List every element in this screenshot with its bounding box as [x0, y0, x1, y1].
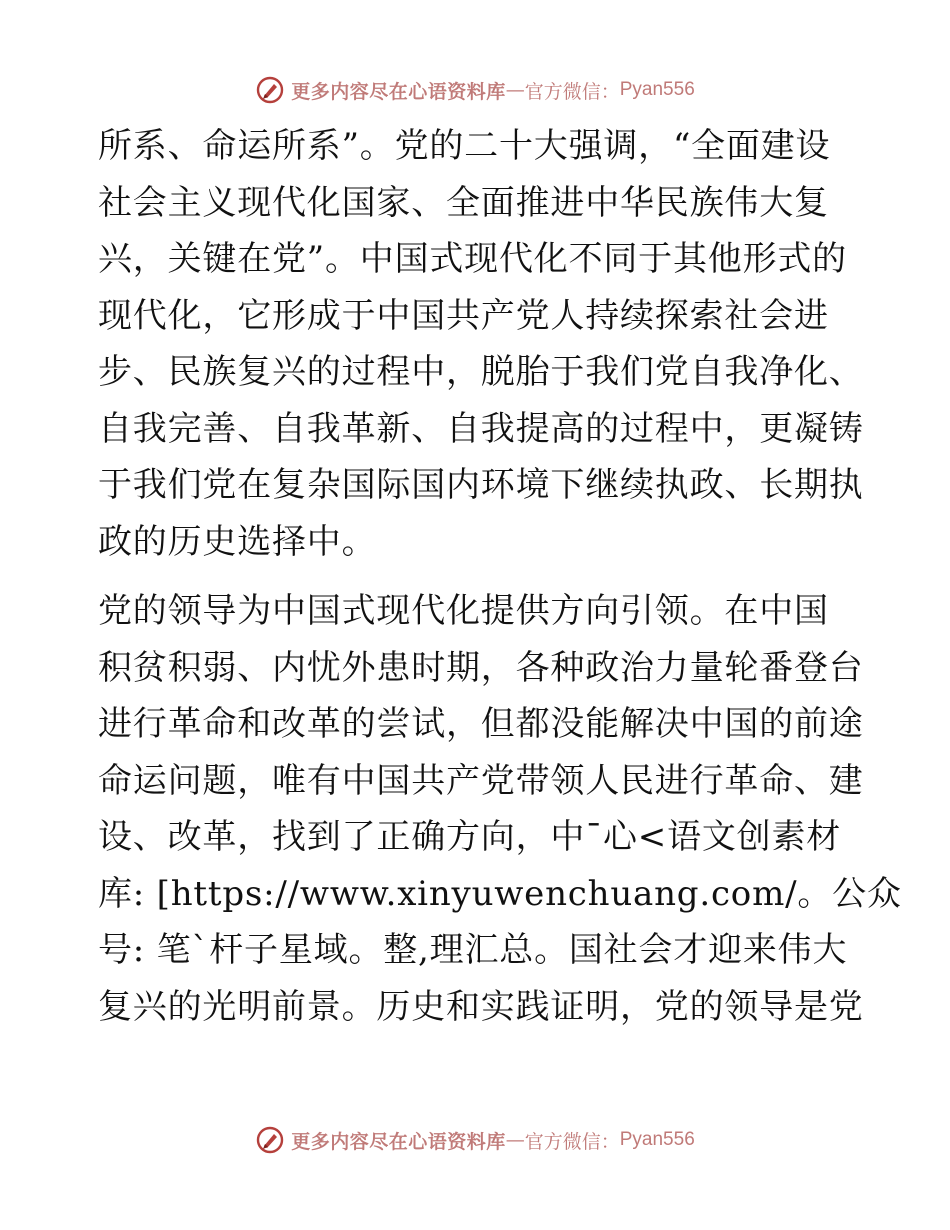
- banner-site-text: 更多内容尽在心语资料库: [291, 1130, 506, 1153]
- text-line: 所系、命运所系”。党的二十大强调，“全面建设: [98, 126, 831, 166]
- text-line: 自我完善、自我革新、自我提高的过程中，更凝铸: [98, 408, 864, 449]
- banner-wechat-label: 官方微信：: [524, 80, 620, 103]
- banner-separator: —: [505, 1129, 525, 1151]
- text-line: 命运问题，唯有中国共产党带领人民进行革命、建: [98, 760, 864, 801]
- text-line: 号: 笔`杆子星域。整,理汇总。国社会才迎来伟大: [98, 930, 848, 970]
- pen-logo-icon: [255, 75, 285, 105]
- banner-site-text: 更多内容尽在心语资料库: [291, 80, 506, 103]
- paragraph-1: [98, 118, 864, 570]
- footer-banner: [0, 1120, 950, 1160]
- header-banner: [0, 70, 950, 110]
- pen-logo-icon: [255, 1125, 285, 1155]
- paragraph-2: [98, 583, 902, 1035]
- text-line: 党的领导为中国式现代化提供方向引领。在中国: [98, 591, 829, 631]
- text-line: 政的历史选择中。: [98, 521, 377, 562]
- text-line: 进行革命和改革的尝试，但都没能解决中国的前途: [98, 704, 864, 744]
- text-line: 步、民族复兴的过程中，脱胎于我们党自我净化、: [98, 352, 864, 392]
- banner-wechat-id: Pyan556: [619, 79, 695, 100]
- text-line: 兴，关键在党”。中国式现代化不同于其他形式的: [98, 239, 847, 279]
- banner-wechat-id: Pyan556: [619, 1129, 695, 1150]
- text-line: 库: [https://www.xinyuwenchuang.com/。公众: [98, 873, 902, 914]
- text-line: 设、改革，找到了正确方向，中¯心<语文创素材: [98, 817, 842, 857]
- banner-separator: —: [505, 79, 525, 101]
- text-line: 复兴的光明前景。历史和实践证明，党的领导是党: [98, 986, 864, 1027]
- document-body: [98, 118, 902, 1035]
- banner-wechat-label: 官方微信：: [524, 1130, 620, 1153]
- paragraph-spacer: [98, 570, 858, 583]
- text-line: 现代化，它形成于中国共产党人持续探索社会进: [98, 295, 829, 336]
- text-line: 社会主义现代化国家、全面推进中华民族伟大复: [98, 182, 829, 223]
- text-line: 于我们党在复杂国际国内环境下继续执政、长期执: [98, 465, 864, 505]
- text-line: 积贫积弱、内忧外患时期，各种政治力量轮番登台: [98, 647, 864, 688]
